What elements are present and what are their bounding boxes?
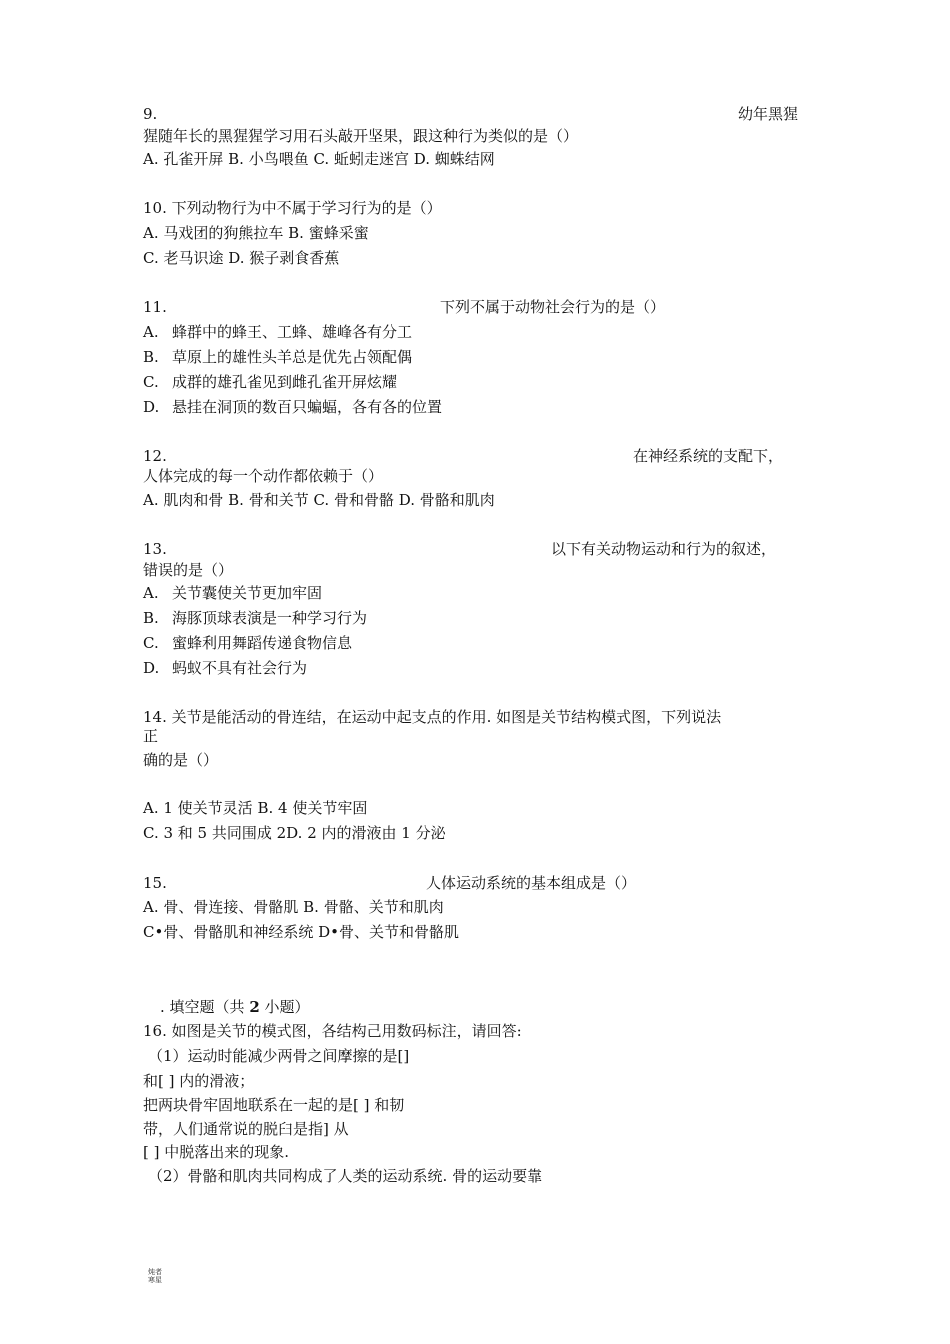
q16-line6: [ ] 中脱落出来的现象. [143,1143,290,1161]
stamp-line-2: 寒星 [148,1276,162,1284]
q9-stem-cont: 猩随年长的黑猩猩学习用石头敲开坚果，跟这种行为类似的是（） [143,127,579,145]
q15-options-2: C•骨、骨骼肌和神经系统 D•骨、关节和骨骼肌 [143,923,459,941]
option-letter: B. [143,609,159,627]
section-heading [160,997,310,1017]
q12-stem-cont: 人体完成的每一个动作都依赖于（） [143,467,384,485]
option-text: 关节囊使关节更加牢固 [172,584,323,602]
q16-part2: （2）骨骼和肌肉共同构成了人类的运动系统. 骨的运动要靠 [148,1167,543,1185]
option-letter: C. [143,373,159,391]
q10-options-2: C. 老马识途 D. 猴子剥食香蕉 [143,249,340,267]
q14-stem-wrap: 正 [143,727,159,745]
q16-answer-blank: [] [397,1047,410,1065]
option-text: 蜂群中的蜂王、工蜂、雄峰各有分工 [172,323,413,341]
q15-number: 15. [143,874,167,892]
option-letter: A. [143,584,159,602]
q9-options: A. 孔雀开屏 B. 小鸟喂鱼 C. 蚯蚓走迷宫 D. 蜘蛛结网 [143,150,495,168]
option-text: 蜜蜂利用舞蹈传递食物信息 [172,634,353,652]
q13-stem-cont: 错误的是（） [143,561,234,579]
q11-option-c [143,372,397,392]
q14-stem-end: 确的是（） [143,751,219,769]
option-text: 成群的雄孔雀见到雌孔雀开屏炫耀 [172,373,398,391]
q12-number: 12. [143,447,167,465]
option-text: 草原上的雄性头羊总是优先占领配偶 [172,348,413,366]
q9-number: 9. [143,105,158,123]
section-question-count: 2 [249,998,260,1016]
q16-line5: 带，人们通常说的脱臼是指] 从 [143,1120,349,1138]
footer-stamp [148,1268,162,1284]
stamp-line-1: 炖者 [148,1268,162,1276]
q11-stem: 下列不属于动物社会行为的是（） [440,298,666,316]
option-text: 海豚顶球表演是一种学习行为 [172,609,368,627]
option-text: 蚂蚁不具有社会行为 [172,659,308,677]
q16-stem: 16. 如图是关节的模式图，各结构己用数码标注，请回答: [143,1022,522,1040]
q11-option-a [143,322,412,342]
q13-option-c [143,633,352,653]
q16-line4: 把两块骨牢固地联系在一起的是[ ] 和韧 [143,1096,405,1114]
option-letter: D. [143,659,160,677]
q16-part1-text: （1）运动时能减少两骨之间摩擦的是 [148,1047,398,1065]
q14-options-2: C. 3 和 5 共同围成 2D. 2 内的滑液由 1 分泌 [143,824,446,842]
q10-options-1: A. 马戏团的狗熊拉车 B. 蜜蜂采蜜 [143,224,369,242]
option-letter: D. [143,398,160,416]
q15-options-1: A. 骨、骨连接、骨骼肌 B. 骨骼、关节和肌肉 [143,898,444,916]
q14-options-1: A. 1 使关节灵活 B. 4 使关节牢固 [143,799,368,817]
q13-number: 13. [143,540,167,558]
q12-stem-start: 在神经系统的支配下， [633,447,784,465]
option-letter: A. [143,323,159,341]
q9-stem-start: 幼年黑猩 [738,105,799,123]
q16-line3: 和[ ] 内的滑液； [143,1072,255,1090]
q13-option-a [143,583,322,603]
section-heading-suffix: 小题） [259,998,310,1016]
q13-option-b [143,608,367,628]
q13-option-d [143,658,307,678]
q10-stem: 10. 下列动物行为中不属于学习行为的是（） [143,199,442,217]
q11-number: 11. [143,298,167,316]
section-heading-prefix: . 填空题（共 [160,998,250,1016]
q12-options: A. 肌肉和骨 B. 骨和关节 C. 骨和骨骼 D. 骨骼和肌肉 [143,491,495,509]
q14-stem: 14. 关节是能活动的骨连结，在运动中起支点的作用. 如图是关节结构模式图，下列说法 [143,708,722,726]
q15-stem: 人体运动系统的基本组成是（） [426,874,637,892]
option-text: 悬挂在洞顶的数百只蝙蝠，各有各的位置 [172,398,443,416]
q16-part1 [148,1046,409,1066]
option-letter: B. [143,348,159,366]
q13-stem-start: 以下有关动物运动和行为的叙述， [551,540,777,558]
q11-option-b [143,347,412,367]
q11-option-d [143,397,442,417]
option-letter: C. [143,634,159,652]
